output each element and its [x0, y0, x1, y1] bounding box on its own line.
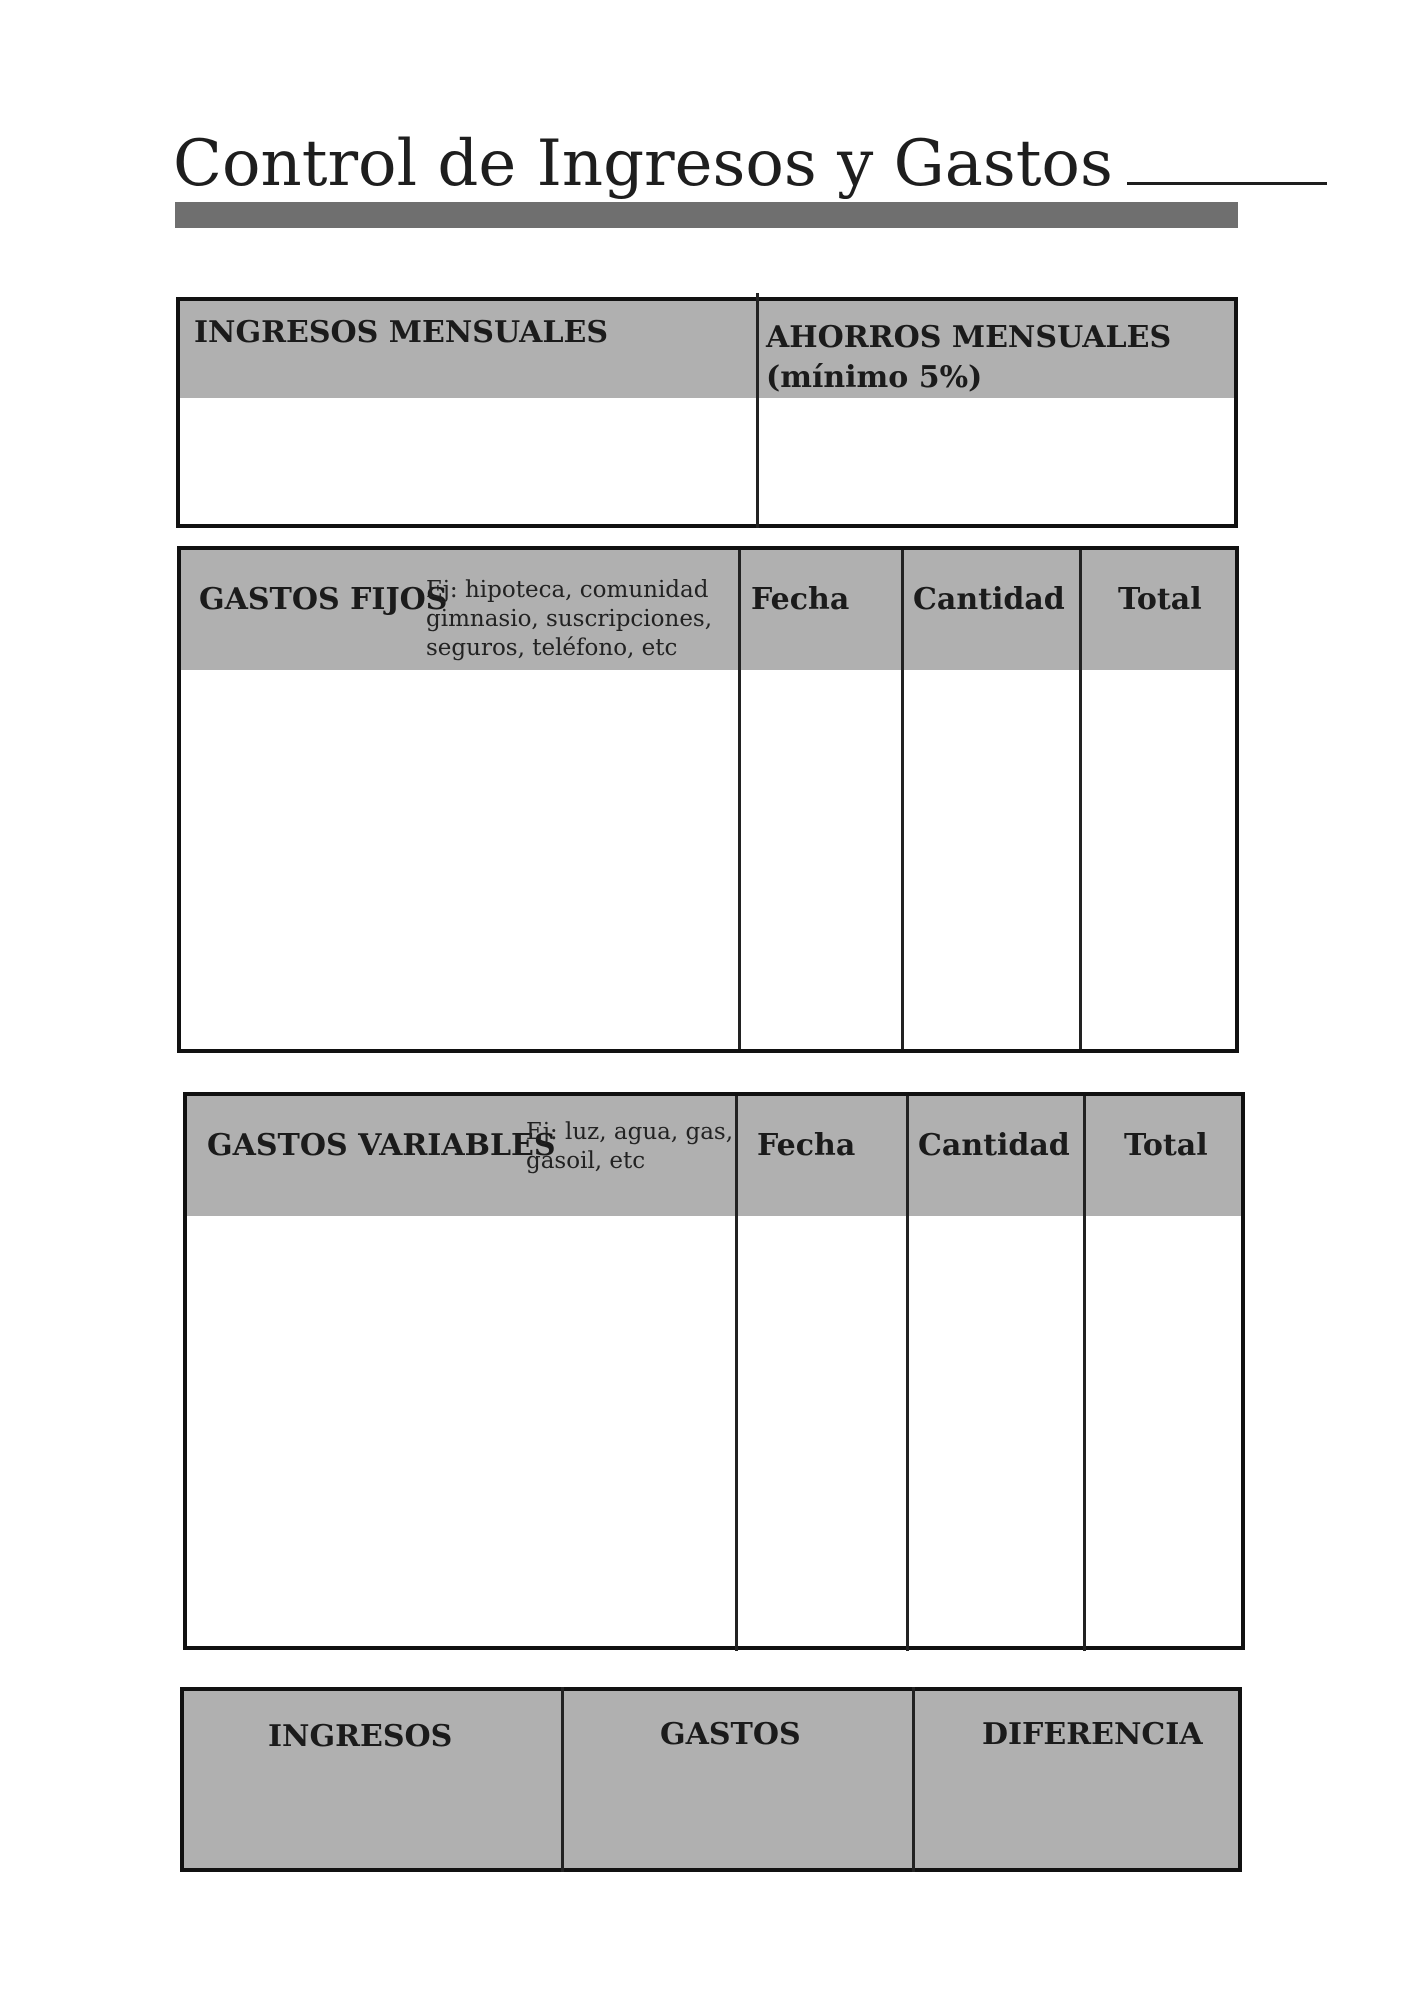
variable-expenses-description-field[interactable] — [187, 1216, 733, 1646]
summary-diferencia-field[interactable] — [916, 1769, 1238, 1868]
fixed-expenses-example-line: seguros, teléfono, etc — [426, 635, 678, 661]
fixed-expenses-date-field[interactable] — [742, 670, 899, 1049]
variable-expenses-example-line: gasoil, etc — [526, 1148, 646, 1174]
column-header-cantidad: Cantidad — [918, 1128, 1070, 1163]
monthly-savings-label — [766, 318, 1171, 398]
fixed-expenses-label: GASTOS FIJOS — [199, 582, 448, 617]
variable-expenses-date-field[interactable] — [739, 1216, 904, 1646]
variable-expenses-example — [526, 1118, 733, 1176]
summary-gastos-label: GASTOS — [660, 1717, 801, 1752]
column-divider — [1083, 1096, 1086, 1651]
title-blank-line[interactable] — [1127, 128, 1327, 185]
variable-expenses-total-field[interactable] — [1087, 1216, 1241, 1646]
fixed-expenses-example-line: Ej: hipoteca, comunidad — [426, 577, 709, 603]
summary-diferencia-label: DIFERENCIA — [982, 1717, 1203, 1752]
summary-gastos-field[interactable] — [565, 1769, 910, 1868]
column-divider — [912, 1687, 915, 1872]
summary-ingresos-label: INGRESOS — [268, 1719, 453, 1754]
monthly-income-label: INGRESOS MENSUALES — [194, 315, 609, 350]
fixed-expenses-amount-field[interactable] — [905, 670, 1077, 1049]
column-divider — [738, 550, 741, 1049]
column-divider — [906, 1096, 909, 1651]
monthly-savings-field[interactable] — [760, 398, 1234, 524]
fixed-expenses-description-field[interactable] — [181, 670, 736, 1049]
summary-table — [180, 1687, 1242, 1872]
page-title — [173, 122, 1327, 206]
page-title-text: Control de Ingresos y Gastos — [173, 127, 1113, 201]
summary-ingresos-field[interactable] — [184, 1769, 559, 1868]
column-divider — [756, 293, 759, 528]
column-divider — [1079, 550, 1082, 1049]
column-header-total: Total — [1118, 582, 1202, 617]
fixed-expenses-total-field[interactable] — [1083, 670, 1235, 1049]
column-header-cantidad: Cantidad — [913, 582, 1065, 617]
column-header-fecha: Fecha — [751, 582, 850, 617]
monthly-savings-label-line2: (mínimo 5%) — [766, 360, 983, 395]
monthly-savings-label-line1: AHORROS MENSUALES — [766, 320, 1172, 355]
variable-expenses-table — [183, 1092, 1245, 1650]
monthly-income-field[interactable] — [180, 398, 754, 524]
column-divider — [561, 1687, 564, 1872]
variable-expenses-label: GASTOS VARIABLES — [207, 1128, 556, 1163]
fixed-expenses-example — [426, 576, 712, 663]
variable-expenses-amount-field[interactable] — [910, 1216, 1081, 1646]
column-divider — [735, 1096, 738, 1651]
column-header-fecha: Fecha — [757, 1128, 856, 1163]
title-underline-bar — [175, 202, 1238, 228]
fixed-expenses-table — [177, 546, 1239, 1053]
column-header-total: Total — [1124, 1128, 1208, 1163]
variable-expenses-example-line: Ej: luz, agua, gas, — [526, 1119, 734, 1145]
monthly-income-savings-table — [176, 297, 1238, 528]
column-divider — [901, 550, 904, 1049]
fixed-expenses-example-line: gimnasio, suscripciones, — [426, 606, 713, 632]
